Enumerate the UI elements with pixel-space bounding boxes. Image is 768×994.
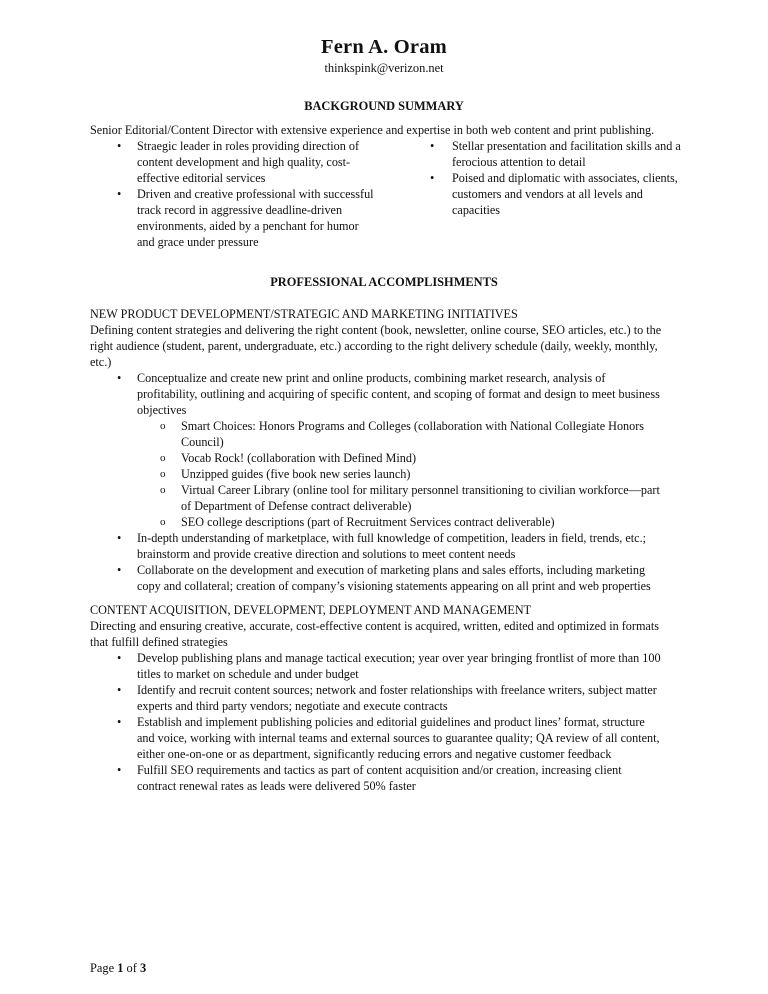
accomplishment-sub-bullet — [160, 482, 662, 514]
subsection-content-acquisition — [90, 602, 662, 794]
summary-bullet — [430, 170, 690, 218]
background-summary-intro: Senior Editorial/Content Director with extensive experience and expertise in both web content and print publishing. — [90, 123, 655, 137]
subsection-new-product-development — [90, 306, 662, 594]
accomplishment-bullet-text: Conceptualize and create new print and online products, combining market research, analysis of profitability, outlining and acquiring of specific content, and scoping of format and design to meet business objectives — [137, 371, 660, 417]
summary-bullet — [117, 138, 375, 186]
document-header — [90, 34, 678, 76]
section-professional-accomplishments — [90, 274, 678, 794]
accomplishment-bullet — [117, 762, 662, 794]
sub-bullet-text: Unzipped guides (five book new series launch) — [181, 467, 411, 481]
accomplishment-sub-bullet — [160, 418, 662, 450]
summary-bullet — [117, 186, 375, 250]
background-summary-heading: BACKGROUND SUMMARY — [304, 99, 464, 113]
summary-bullet-columns — [90, 138, 690, 250]
sub-bullet-text: Virtual Career Library (online tool for military personnel transitioning to civilian workforce—part of Department of Defense contract deliverable) — [181, 483, 660, 513]
page-footer — [90, 960, 146, 976]
summary-bullet — [430, 138, 690, 170]
subsection-title: NEW PRODUCT DEVELOPMENT/STRATEGIC AND MARKETING INITIATIVES — [90, 307, 518, 321]
subsection-title: CONTENT ACQUISITION, DEVELOPMENT, DEPLOYMENT AND MANAGEMENT — [90, 603, 532, 617]
accomplishment-bullet-text: Develop publishing plans and manage tactical execution; year over year bringing frontlist of more than 100 titles to market on schedule and under budget — [137, 651, 661, 681]
accomplishment-bullet-text: Establish and implement publishing policies and editorial guidelines and product lines’ format, structure and voice, working with internal teams and external sources to guarantee quality; QA review of all content, either one-on-one or as department, significantly reducing errors and negative customer feedback — [137, 715, 660, 761]
summary-right-column — [375, 138, 690, 250]
accomplishment-sub-bullet — [160, 466, 662, 482]
section-background-summary — [90, 98, 681, 250]
accomplishment-bullet — [117, 650, 662, 682]
accomplishment-bullet-text: In-depth understanding of marketplace, with full knowledge of competition, leaders in field, trends, etc.; brainstorm and provide creative direction and solutions to meet content needs — [137, 531, 647, 561]
accomplishment-sub-bullet — [160, 450, 662, 466]
footer-of-word: of — [126, 961, 137, 975]
summary-bullet-text: Driven and creative professional with successful track record in aggressive deadline-driven environments, aided by a penchant for humor and grace under pressure — [137, 187, 374, 249]
footer-total-pages: 3 — [139, 961, 147, 975]
accomplishment-bullet-text: Fulfill SEO requirements and tactics as part of content acquisition and/or creation, increasing client contract renewal rates as leads were delivered 50% faster — [137, 763, 622, 793]
candidate-name: Fern A. Oram — [321, 36, 447, 58]
summary-bullet-text: Straegic leader in roles providing direction of content development and high quality, cost-effective editorial services — [137, 139, 360, 185]
sub-bullet-text: SEO college descriptions (part of Recruitment Services contract deliverable) — [181, 515, 555, 529]
accomplishment-bullet — [117, 370, 662, 530]
professional-accomplishments-heading: PROFESSIONAL ACCOMPLISHMENTS — [270, 275, 498, 289]
sub-bullet-text: Smart Choices: Honors Programs and Colleges (collaboration with National Collegiate Honors Council) — [181, 419, 645, 449]
accomplishment-bullet-text: Collaborate on the development and execution of marketing plans and sales efforts, including marketing copy and collateral; creation of company’s visioning statements appearing on all print and web properties — [137, 563, 651, 593]
sub-bullet-text: Vocab Rock! (collaboration with Defined Mind) — [181, 451, 417, 465]
accomplishment-bullet — [117, 530, 662, 562]
summary-bullet-text: Stellar presentation and facilitation skills and a ferocious attention to detail — [452, 139, 681, 169]
candidate-email: thinkspink@verizon.net — [324, 61, 444, 75]
accomplishment-bullet — [117, 714, 662, 762]
subsection-description: Defining content strategies and delivering the right content (book, newsletter, online course, SEO articles, etc.) to the right audience (student, parent, undergraduate, etc.) according to the right delivery schedule (daily, weekly, monthly, etc.) — [90, 323, 662, 369]
subsection-description: Directing and ensuring creative, accurate, cost-effective content is acquired, written, edited and optimized in formats that fulfill defined strategies — [90, 619, 659, 649]
accomplishment-bullet — [117, 682, 662, 714]
accomplishment-bullet — [117, 562, 662, 594]
summary-left-column — [90, 138, 375, 250]
accomplishment-sub-bullet — [160, 514, 662, 530]
accomplishment-bullet-text: Identify and recruit content sources; network and foster relationships with freelance writers, subject matter experts and third party vendors; negotiate and execute contracts — [137, 683, 657, 713]
summary-bullet-text: Poised and diplomatic with associates, clients, customers and vendors at all levels and capacities — [452, 171, 678, 217]
footer-page-number: 1 — [117, 961, 124, 975]
footer-page-word: Page — [90, 961, 115, 975]
